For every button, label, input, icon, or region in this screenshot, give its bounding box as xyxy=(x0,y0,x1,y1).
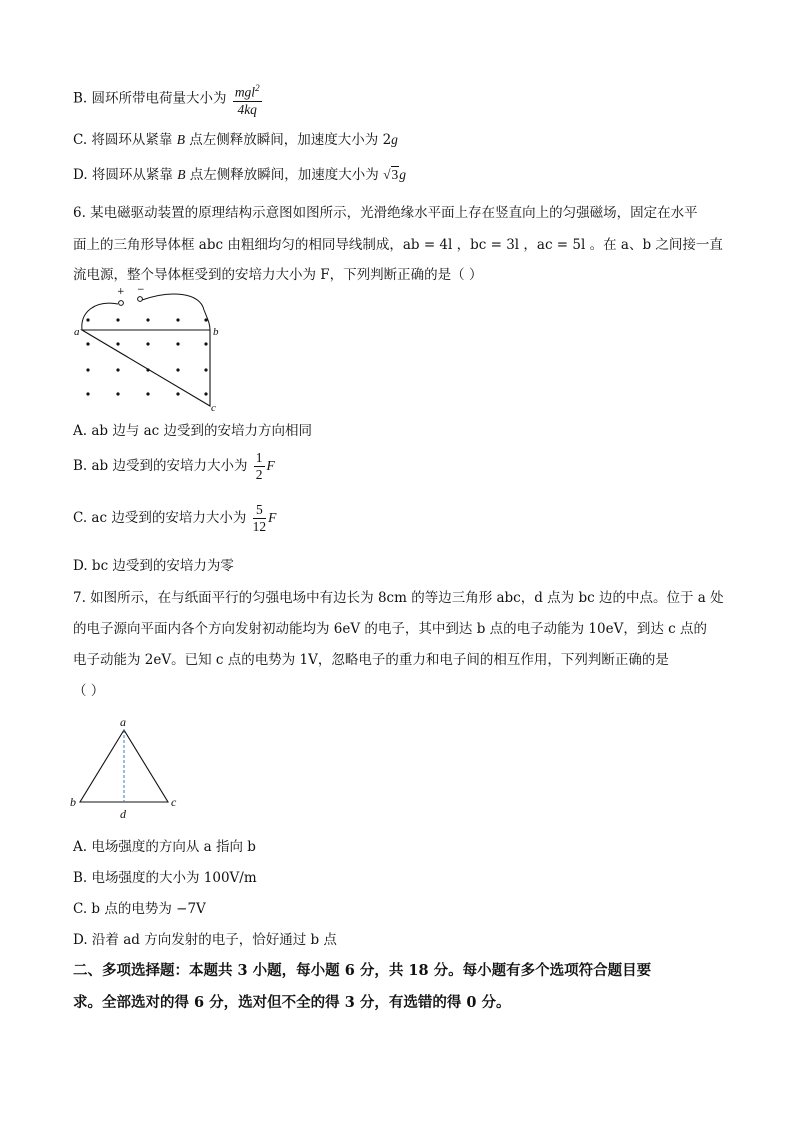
q6-stem-line-3: 流电源，整个导体框受到的安培力大小为 F，下列判断正确的是（ ） xyxy=(73,267,483,283)
q6-option-b: B. ab 边受到的安培力大小为 $\frac{1}{2}$ F xyxy=(73,450,275,482)
q6-terminal-plus xyxy=(119,301,124,306)
q7-label-c: c xyxy=(171,795,177,809)
q6-option-c: C. ac 边受到的安培力大小为 $\frac{5}{12}$ F xyxy=(73,502,277,534)
q6-label-a: a xyxy=(74,326,80,338)
q6-option-b-fraction: $\frac{1}{2}$ xyxy=(255,450,263,482)
q5-option-b: B. 圆环所带电荷量大小为 $\frac{mgl^2}{4kq}$ xyxy=(73,80,264,118)
section-2-heading-line-1: 二、多项选择题：本题共 3 小题，每小题 6 分，共 18 分。每小题有多个选项符合题目要 xyxy=(73,962,652,979)
q7-figure xyxy=(66,712,186,822)
q6-figure xyxy=(70,282,230,414)
q7-label-b: b xyxy=(70,795,76,809)
q7-stem-line-4: （ ） xyxy=(73,683,105,699)
q6-plus-sign: + xyxy=(117,287,125,297)
q6-wire-plus xyxy=(82,303,118,330)
q7-stem-line-2: 的电子源向平面内各个方向发射初动能均为 6eV 的电子，其中到达 b 点的电子动能为 10eV，到达 c 点的 xyxy=(73,621,707,637)
q6-option-c-fraction: $\frac{5}{12}$ xyxy=(252,502,267,534)
q6-minus-sign: − xyxy=(137,285,145,295)
sqrt-symbol: √3 xyxy=(383,167,399,182)
q7-stem-line-1: 7. 如图所示，在与纸面平行的匀强电场中有边长为 8cm 的等边三角形 abc，d 点为 bc 边的中点。位于 a 处 xyxy=(73,590,724,606)
q6-label-c: c xyxy=(211,402,216,414)
q6-stem-line-1: 6. 某电磁驱动装置的原理结构示意图如图所示，光滑绝缘水平面上存在竖直向上的匀强磁场，固定在水平 xyxy=(73,205,698,221)
q7-option-d: D. 沿着 ad 方向发射的电子，恰好通过 b 点 xyxy=(73,932,337,948)
section-2-heading-line-2: 求。全部选对的得 6 分，选对但不全的得 3 分，有选错的得 0 分。 xyxy=(73,994,511,1011)
q6-stem-line-2: 面上的三角形导体框 abc 由粗细均匀的相同导线制成，ab = 4l ，bc = 3l ，ac = 5l 。在 a、b 之间接一直 xyxy=(73,237,723,253)
q5-option-d: D. 将圆环从紧靠 B 点左侧释放瞬间，加速度大小为 √3g xyxy=(73,167,406,183)
q7-option-c: C. b 点的电势为 −7V xyxy=(73,901,206,917)
q6-option-a: A. ab 边与 ac 边受到的安培力方向相同 xyxy=(73,423,313,439)
q6-wire-minus xyxy=(142,294,210,330)
q6-triangle-frame xyxy=(82,330,210,406)
q5-option-c: C. 将圆环从紧靠 B 点左侧释放瞬间，加速度大小为 2g xyxy=(73,132,398,148)
q7-label-d: d xyxy=(120,807,126,821)
q7-stem-line-3: 电子动能为 2eV。已知 c 点的电势为 1V，忽略电子的重力和电子间的相互作用，下列判断正确的是 xyxy=(73,652,669,668)
q7-option-b: B. 电场强度的大小为 100V/m xyxy=(73,870,257,886)
q7-option-a: A. 电场强度的方向从 a 指向 b xyxy=(73,839,256,855)
q7-label-a: a xyxy=(120,715,126,729)
q6-option-d: D. bc 边受到的安培力为零 xyxy=(73,558,234,574)
q6-terminal-minus xyxy=(138,297,143,302)
q5-option-b-fraction: $\frac{mgl^2}{4kq}$ xyxy=(233,80,262,118)
q6-label-b: b xyxy=(213,326,219,338)
